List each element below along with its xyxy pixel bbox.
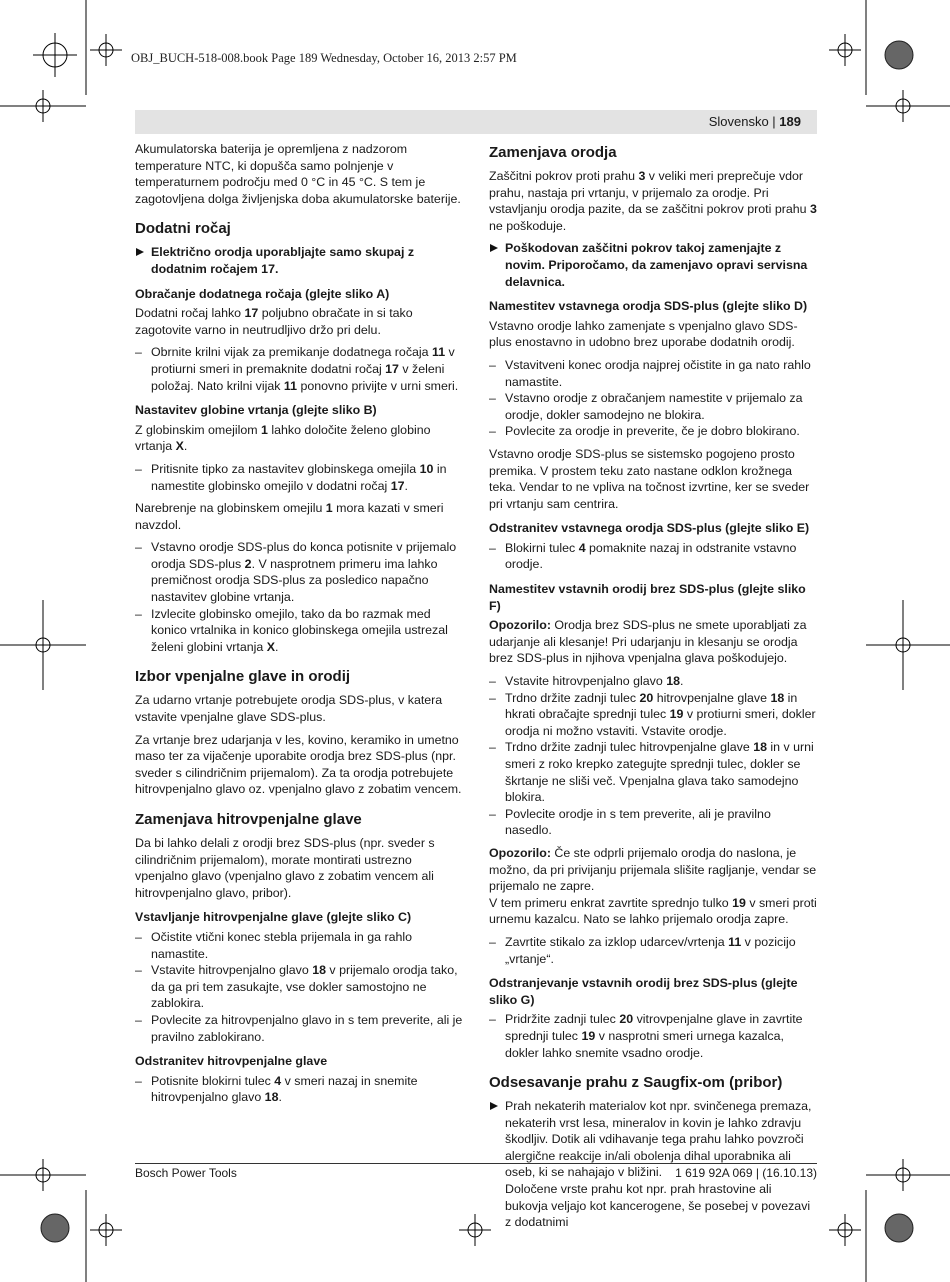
heading-select: Izbor vpenjalne glave in orodij bbox=[135, 668, 351, 686]
list-item: – Povlecite orodje in s tem preverite, ali je pravilno nasedlo. bbox=[489, 806, 817, 839]
warning-handle: Električno orodja uporabljajte samo skupaj z dodatnim ročajem 17. bbox=[135, 244, 465, 277]
rotate-list bbox=[135, 344, 465, 394]
list-item: – Pridržite zadnji tulec 20 vitrovpenjalne glave in zavrtite sprednji tulec 19 v nasprotni smeri urnega kazalca, dokler lahko snemite vsadno orodje. bbox=[489, 1011, 817, 1061]
heading-dust: Odsesavanje prahu z Saugfix-om (pribor) bbox=[489, 1074, 783, 1092]
heading-insert-non-sds: Namestitev vstavnih orodij brez SDS-plus (glejte sliko F) bbox=[489, 582, 806, 613]
list-item: – Očistite vtični konec stebla prijemala in ga rahlo namastite. bbox=[135, 929, 465, 962]
color-target-bottom-left bbox=[41, 1214, 69, 1242]
insert-sds-list bbox=[489, 357, 817, 440]
rotate-paragraph: Dodatni ročaj lahko 17 poljubno obračate in si tako zagotovite varno in neutrudljivo držo pri delu. bbox=[135, 306, 413, 337]
list-item: – Zavrtite stikalo za izklop udarcev/vrtenja 11 v pozicijo „vrtanje“. bbox=[489, 934, 817, 967]
heading-handle: Dodatni ročaj bbox=[135, 220, 231, 238]
depth-paragraph: Z globinskim omejilom 1 lahko določite želeno globino vrtanja X. bbox=[135, 422, 431, 454]
select-paragraph-2: Za vrtanje brez udarjanja v les, kovino, keramiko in umetno maso ter za vijačenje uporabite orodja brez SDS-plus (npr. sveder s cilindričnim prijemalom). Za ta orodja potrebujete hitrovpenjalno glavo oz. vpenjalno glavo z zobatim vencem. bbox=[135, 732, 462, 797]
list-item: – Blokirni tulec 4 pomaknite nazaj in odstranite vstavno orodje. bbox=[489, 540, 817, 573]
language-bar: Slovensko | 189 bbox=[135, 110, 817, 134]
list-item: – Vstavitveni konec orodja najprej očistite in ga nato rahlo namastite. bbox=[489, 357, 817, 390]
heading-insert-sds: Namestitev vstavnega orodja SDS-plus (glejte sliko D) bbox=[489, 299, 808, 314]
non-sds-warning: Opozorilo: Orodja brez SDS-plus ne smete uporabljati za udarjanje ali klesanje! Pri udarjanju in klesanju se orodja brez SDS-plus in njihova vpenjalna glava poškodujejo. bbox=[489, 618, 807, 666]
warning-cover: Poškodovan zaščitni pokrov takoj zamenjajte z novim. Priporočamo, da zamenjavo opravi servisna delavnica. bbox=[489, 240, 817, 290]
list-item: – Vstavite hitrovpenjalno glavo 18 v prijemalo orodja tako, da ga pri tem zasukajte, vse dokler samostojno ne zablokira. bbox=[135, 962, 465, 1012]
target-top-center bbox=[90, 34, 122, 66]
warning-triangle-icon bbox=[136, 248, 144, 256]
remove-list bbox=[135, 1073, 465, 1106]
color-target-bottom-right bbox=[885, 1214, 913, 1242]
non-sds-list bbox=[489, 673, 817, 839]
list-item: – Izvlecite globinsko omejilo, tako da bo razmak med konico vrtalnika in konico globinskega omejila ustrezal želeni globini vrtanja X. bbox=[135, 606, 465, 656]
print-header: OBJ_BUCH-518-008.book Page 189 Wednesday, October 16, 2013 2:57 PM bbox=[131, 51, 517, 65]
remove-sds-list bbox=[489, 540, 817, 573]
change-paragraph: Da bi lahko delali z orodji brez SDS-plus (npr. sveder s cilindričnim prijemalom), morate montirati ustrezno vpenjalno glavo (vpenjalno glavo z zobatim vencem ali hitrovpenjalno glavo, pribor). bbox=[135, 836, 435, 900]
list-item: – Povlecite za orodje in preverite, če je dobro blokirano. bbox=[489, 423, 817, 440]
heading-insert: Vstavljanje hitrovpenjalne glave (glejte sliko C) bbox=[135, 910, 412, 925]
footer-brand: Bosch Power Tools bbox=[135, 1166, 237, 1180]
non-sds-paragraph: V tem primeru enkrat zavrtite sprednjo tulko 19 v smeri proti urnemu kazalcu. Nato se lahko prijemalo orodja zapre. bbox=[489, 895, 817, 927]
page-number: 189 bbox=[779, 114, 801, 129]
list-item: – Potisnite blokirni tulec 4 v smeri nazaj in snemite hitrovpenjalno glavo 18. bbox=[135, 1073, 465, 1106]
warning-dust: Prah nekaterih materialov kot npr. svinčenega premaza, nekaterih vrst lesa, mineralov in kovin je lahko zdravju škodljiv. Dotik ali vdihavanje tega prahu lahko povzroči alergične reakcije in/ali obolenja dihal uporabnika ali oseb, ki se nahajajo v bližini. bbox=[489, 1098, 817, 1181]
select-paragraph-1: Za udarno vrtanje potrebujete orodja SDS-plus, v katera vstavite vpenjalne glave SDS-plus. bbox=[135, 693, 443, 725]
left-column bbox=[135, 141, 465, 1112]
color-target-top-right bbox=[885, 41, 913, 69]
list-item: – Obrnite krilni vijak za premikanje dodatnega ročaja 11 v protiurni smeri in premaknite dodatni ročaj 17 v želeni položaj. Nato krilni vijak 11 ponovno privijte v urni smeri. bbox=[135, 344, 465, 394]
insert-list bbox=[135, 929, 465, 1045]
heading-tools: Zamenjava orodja bbox=[489, 144, 617, 161]
list-item: – Povlecite za hitrovpenjalno glavo in s tem preverite, ali je pravilno zablokirano. bbox=[135, 1012, 465, 1045]
tools-paragraph: Zaščitni pokrov proti prahu 3 v veliki meri preprečuje vdor prahu, nastaja pri vrtanju, v prijemalo za orodje. Pri vstavljanju orodja pazite, da se zaščitni pokrov proti prahu 3 ne poškoduje. bbox=[489, 169, 817, 233]
language-label: Slovensko bbox=[708, 114, 769, 129]
heading-change: Zamenjava hitrovpenjalne glave bbox=[135, 811, 362, 828]
non-sds-warning-2: Opozorilo: Če ste odprli prijemalo orodja do naslona, je možno, da pri privijanju prijemala slišite ragljanje, vendar se prijemalo ne zapre. bbox=[489, 845, 817, 894]
warning-triangle-icon bbox=[490, 244, 498, 252]
insert-sds-paragraph: Vstavno orodje lahko zamenjate s vpenjalno glavo SDS-plus enostavno in udobno brez uporabe dodatnih orodij. bbox=[489, 318, 798, 350]
depth-list-1 bbox=[135, 461, 465, 494]
heading-depth: Nastavitev globine vrtanja (glejte sliko B) bbox=[135, 403, 377, 418]
target-top-left bbox=[33, 33, 77, 77]
right-column bbox=[489, 141, 817, 1237]
heading-remove-non-sds: Odstranjevanje vstavnih orodij brez SDS-plus (glejte sliko G) bbox=[489, 976, 798, 1007]
heading-remove: Odstranitev hitrovpenjalne glave bbox=[135, 1054, 328, 1069]
depth-list-2 bbox=[135, 539, 465, 655]
list-item: – Vstavno orodje SDS-plus do konca potisnite v prijemalo orodja SDS-plus 2. V nasprotnem primeru ima lahko premičnost orodja SDS-plus za posledico napačno nastavitev globine vrtanja. bbox=[135, 539, 465, 605]
non-sds-list-2 bbox=[489, 934, 817, 967]
heading-rotate: Obračanje dodatnega ročaja (glejte sliko A) bbox=[135, 286, 390, 301]
dust-paragraph: Določene vrste prahu kot npr. prah hrastovine ali bukovja veljajo kot kancerogene, še posebej v povezavi z dodatnimi bbox=[505, 1182, 811, 1230]
list-item: – Trdno držite zadnji tulec hitrovpenjalne glave 18 in v urni smeri z roko krepko zategujte sprednji tulec, dokler se škrtanje ne sliši več. Vpenjalna glava tako samodejno blokira. bbox=[489, 739, 817, 805]
insert-sds-paragraph-2: Vstavno orodje SDS-plus se sistemsko pogojeno prosto premika. V prostem teku zato nastane odklon krožnega teka. Vendar to ne vpliva na točnost izvrtine, ker se sveder pri vrtanju sam centrira. bbox=[489, 446, 810, 511]
target-top-right bbox=[829, 34, 861, 66]
footer-rule bbox=[135, 1163, 817, 1164]
intro-paragraph: Akumulatorska baterija je opremljena z nadzorom temperature NTC, ki dopušča samo polnjenje v temperaturnem področju med 0 °C in 45 °C. S tem je zagotovljena dolga življenjska doba akumulatorske baterije. bbox=[135, 142, 461, 206]
list-item: – Vstavno orodje z obračanjem namestite v prijemalo za orodje, dokler samodejno ne blokira. bbox=[489, 390, 817, 423]
remove-non-sds-list bbox=[489, 1011, 817, 1061]
list-item: – Trdno držite zadnji tulec 20 hitrovpenjalne glave 18 in hkrati obračajte sprednji tulec 19 v protiurni smeri, dokler orodja ni možno vstaviti. Vstavite orodje. bbox=[489, 690, 817, 740]
heading-remove-sds: Odstranitev vstavnega orodja SDS-plus (glejte sliko E) bbox=[489, 521, 810, 536]
list-item: – Vstavite hitrovpenjalno glavo 18. bbox=[489, 673, 817, 690]
footer-doc-number: 1 619 92A 069 | (16.10.13) bbox=[675, 1166, 817, 1180]
list-item: – Pritisnite tipko za nastavitev globinskega omejila 10 in namestite globinsko omejilo v dodatni ročaj 17. bbox=[135, 461, 465, 494]
depth-paragraph-2: Narebrenje na globinskem omejilu 1 mora kazati v smeri navzdol. bbox=[135, 501, 444, 532]
warning-triangle-icon bbox=[490, 1102, 498, 1110]
